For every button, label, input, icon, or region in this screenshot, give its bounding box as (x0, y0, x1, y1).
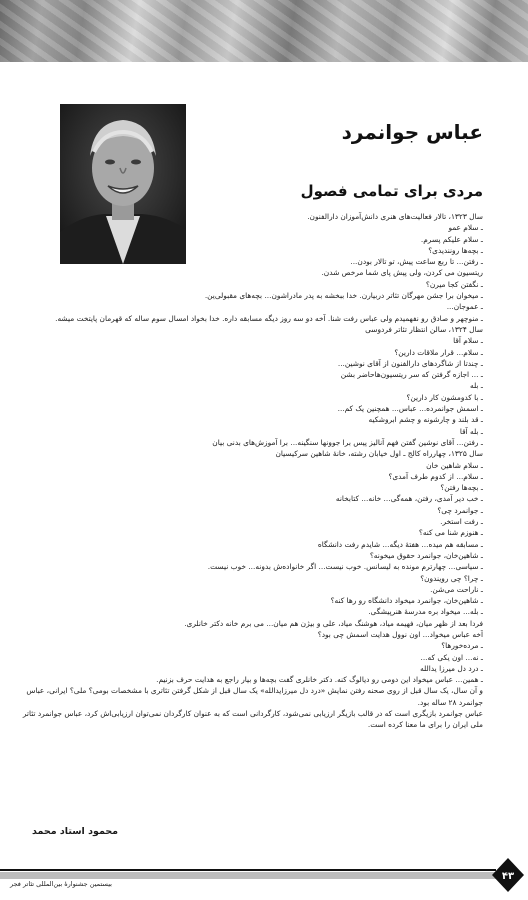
body-line: فردا بعد از ظهر میان، فهیمه میاد، هوشنگ میاد، علی و بیژن هم میان... می برم خانه دکتر خانلری. (184, 618, 483, 628)
article-subtitle: مردی برای تمامی فصول (300, 182, 483, 200)
body-line: ـ هنوزم شنا می کنه؟ (418, 528, 483, 538)
body-line: ـ ... اجازه گرفتن که سر ریتسیون‌هاحاضر بشن (340, 370, 483, 380)
body-line: ـ بله (470, 381, 483, 391)
body-line: ـ قد بلند و چارشونه و چشم ابروشکیه (368, 415, 483, 425)
article-body (18, 211, 483, 731)
body-line: ـ بله... میخواد بره مدرسهٔ هنرپیشگی. (368, 607, 483, 617)
body-line: ـ نه... اون یکی که... (420, 652, 483, 662)
festival-name: بیستمین جشنوارهٔ بین‌المللی تئاتر فجر (10, 880, 112, 888)
body-line: ـ سلام... قرار ملاقات دارین؟ (394, 347, 483, 357)
body-line: ـ شاهین‌خان، جوانمرد میخواد دانشگاه رو رها کنه؟ (330, 596, 483, 606)
body-line: ـ سلام شاهین خان (426, 460, 483, 470)
footer-divider (0, 869, 496, 871)
body-line: ملی ایران را برای ما معنا کرده است. (367, 720, 483, 730)
body-line: ـ رفتن... آقای نوشین گفتن فهم آنالیز پیس برا جوونها سنگینه... برا آموزش‌های بدنی بیان (212, 437, 483, 447)
body-line: ـ بچه‌ها رونندیدی؟ (428, 245, 483, 255)
page-number: ۴۳ (501, 871, 515, 882)
body-line: ـ سلام آقا (453, 336, 483, 346)
body-line: و آن سال، یک سال قبل از روی صحنه رفتن نمایش «درد دل میرزایدالله» یک سال قبل از شکل گرفتن تئاتری با مشخصات بومی؟ ملی؟ ایرانی، عباس (26, 686, 483, 696)
body-line: ـ سلام... از کدوم طرف آمدی؟ (388, 471, 483, 481)
author-name: محمود استاد محمد (32, 826, 119, 837)
body-line: آخه عباس میخواد... اون نوول هدایت اسمش چی بود؟ (317, 629, 483, 639)
body-line: ـ سیاسی... چهارترم مونده به لیسانس. خوب نیست... اگر خانواده‌ش بدونه... خوب نیست. (207, 562, 483, 572)
body-line: عباس جوانمرد بازیگری است که در قالب بازیگر ارزیابی نمی‌شود، کارگردانی است که به عنوان کارگردان نمی‌توان ارزیابی‌اش کرد، عباس جوانمرد تئاتر (22, 709, 483, 719)
body-line: سال ۱۳۲۵، چهارراه کالج ـ اول خیابان رشته، خانهٔ شاهین سرکیسیان (275, 449, 483, 459)
body-line: ـ رفتن... تا ربع ساعت پیش، تو تالار بودن... (350, 257, 483, 267)
page-title: عباس جوانمرد (341, 120, 483, 144)
body-line: ـ مسابقه هم میده... هفتهٔ دیگه... شایدم رفت دانشگاه (317, 539, 483, 549)
body-line: ـ منوچهر و صادق رو نفهمیدم ولی عباس رفت شنا. آخه دو سه روز دیگه مسابقه داره. خدا بخواد امسال سوم ساله که قهرمان پایتخت میشه. (55, 313, 483, 323)
body-line: ـ عموجان... (446, 302, 483, 312)
body-line: ـ جوانمرد چی؟ (437, 505, 483, 515)
body-line: ـ خب دیر آمدی، رفتن، همه‌گی... خانه... کتابخانه (335, 494, 483, 504)
body-line: ـ ناراحت می‌شن. (430, 584, 483, 594)
page-number-badge (488, 856, 528, 894)
body-line: جوانمرد ۲۸ ساله بود. (417, 697, 483, 707)
page-footer (0, 856, 528, 900)
body-line: ـ مرده‌خورها؟ (441, 641, 483, 651)
body-line: ـ اسمش جوانمرده... عباس... همچنین یک کم... (337, 404, 483, 414)
body-line: ـ بچه‌ها رفتن؟ (440, 483, 483, 493)
body-line: ـ چرا؟ چی رویندون؟ (420, 573, 483, 583)
body-line: ـ رفت استخر. (440, 517, 483, 527)
body-line: ـ سلام علیکم پسرم. (420, 234, 483, 244)
body-line: ریتسیون می کردن، ولی پیش پای شما مرخص شدن. (321, 268, 483, 278)
footer-bar (0, 872, 496, 879)
header-banner (0, 0, 528, 62)
body-line: ـ چندتا از شاگردهای دارالفنون از آقای نوشین... (337, 358, 483, 368)
body-line: ـ با کدومشون کار دارین؟ (406, 392, 483, 402)
body-line: ـ میخوان برا جشن مهرگان تئاتر دربیارن. خدا ببخشه به پدر مادراشون... بچه‌های مقبولی‌ین. (204, 291, 483, 301)
body-line: سال ۱۳۲۳، تالار فعالیت‌های هنری دانش‌آموزان دارالفنون. (307, 212, 483, 221)
body-line: سال ۱۳۲۴، سالن انتظار تئاتر فردوسی (365, 324, 483, 334)
body-line: ـ سلام عمو (448, 223, 483, 233)
body-line: ـ درد دل میرزا یدالله (420, 663, 483, 673)
body-line: ـ شاهین‌خان، جوانمرد حقوق میخونه؟ (369, 550, 483, 560)
body-line: ـ بله آقا (459, 426, 483, 436)
body-line: ـ همین... عباس میخواد این دومی رو دیالوگ کنه. دکتر خانلری گفت بچه‌ها و بیار راجع به هدایت حرف بزنیم. (156, 675, 483, 685)
body-line: ـ نگفتن کجا میرن؟ (425, 279, 483, 289)
